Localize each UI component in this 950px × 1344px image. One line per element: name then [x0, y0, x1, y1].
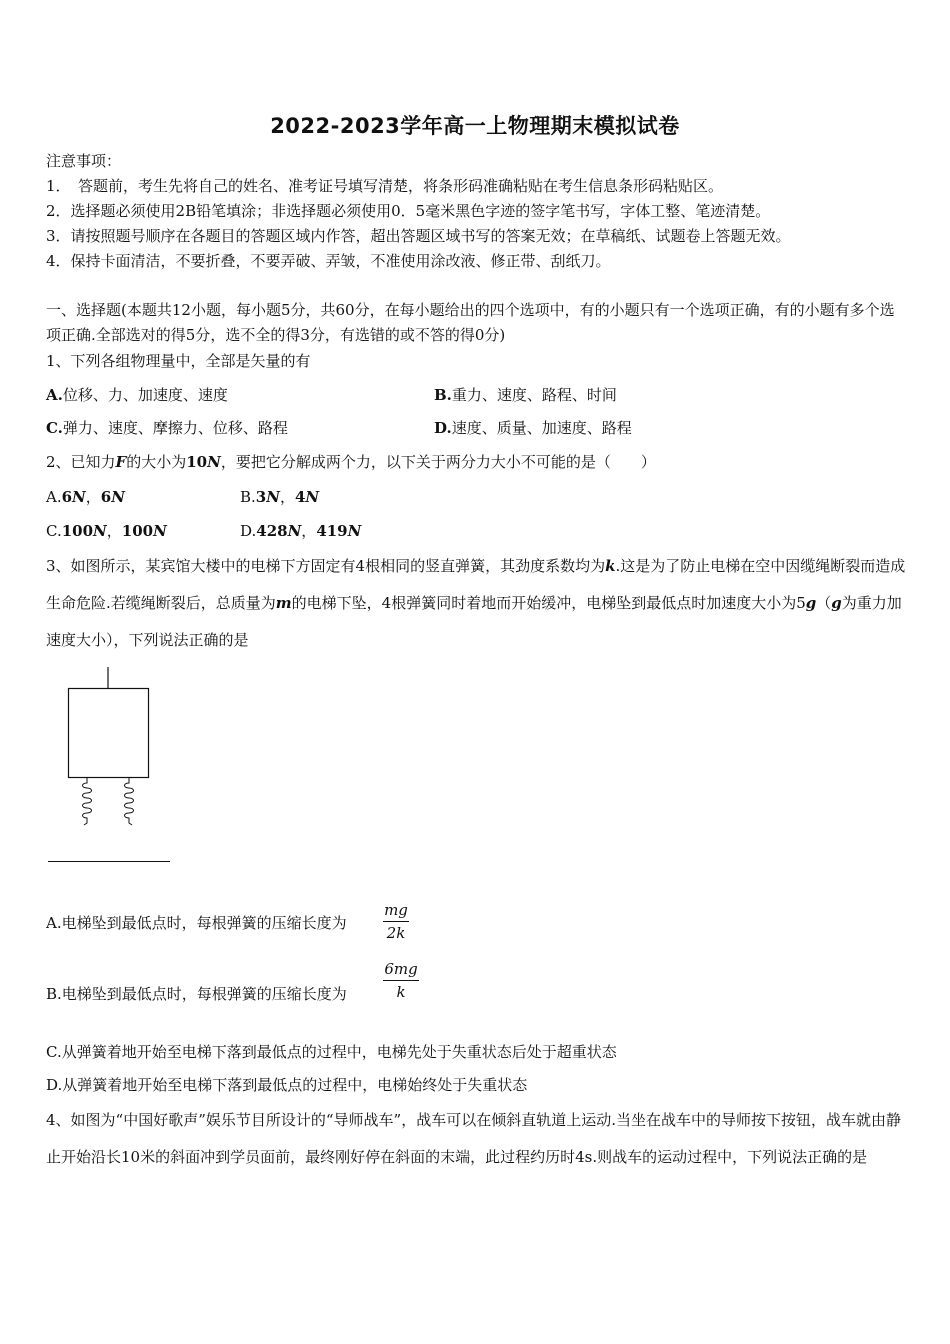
q1-option-c	[46, 417, 288, 439]
unit: N	[207, 453, 221, 471]
option-text: 速度、质量、加速度、路程	[451, 419, 632, 437]
force-value: 10	[186, 453, 208, 471]
question-2-stem	[46, 451, 656, 473]
q2-option-d	[240, 520, 361, 542]
option-letter: C.	[46, 419, 63, 437]
divider	[48, 861, 170, 862]
var-g: g	[805, 594, 817, 612]
value: 428	[256, 522, 288, 540]
unit: N	[347, 522, 362, 540]
fraction-bar	[383, 921, 409, 922]
spring-left	[83, 778, 92, 825]
denominator: 2k	[386, 924, 406, 942]
value: 6	[61, 488, 73, 506]
notice-item: 1． 答题前，考生先将自己的姓名、准考证号填写清楚，将条形码准确粘贴在考生信息条形码粘贴区。	[46, 177, 724, 195]
notice-item: 4．保持卡面清洁，不要折叠，不要弄破、弄皱，不准使用涂改液、修正带、刮纸刀。	[46, 252, 611, 270]
q1-option-d	[434, 417, 632, 439]
spring-right	[125, 778, 134, 825]
denominator: k	[396, 983, 406, 1001]
stem-text: 为重力加速度大小），下列说法正确的是	[46, 594, 902, 649]
value: 100	[121, 522, 154, 540]
fraction-a	[383, 900, 409, 943]
numerator: mg	[384, 901, 408, 919]
option-letter: D.	[434, 419, 452, 437]
stem-text: 3、如图所示，某宾馆大楼中的电梯下方固定有4根相同的竖直弹簧，其劲度系数均为	[46, 557, 606, 575]
option-letter: C.	[46, 522, 62, 540]
page-title: 2022-2023学年高一上物理期末模拟试卷	[270, 114, 680, 138]
numerator: 6mg	[384, 960, 418, 978]
q2-option-c	[46, 520, 167, 542]
unit: N	[153, 522, 167, 540]
option-letter: A.	[46, 488, 62, 506]
stem-text: 2、已知力	[46, 453, 116, 471]
question-3-stem	[46, 548, 908, 659]
question-4-stem: 4、如图为“中国好歌声”娱乐节目所设计的“导师战车”，战车可以在倾斜直轨道上运动.当坐在战车中的导师按下按钮，战车就由静止开始沿长10米的斜面冲到学员面前，最终刚好停在斜面的末端，此过程约历时4s.则战车的运动过程中，下列说法正确的是	[46, 1111, 901, 1166]
unit: N	[93, 522, 107, 540]
option-letter: A.	[46, 386, 63, 404]
q2-option-a	[46, 486, 125, 508]
q3-option-c: C.从弹簧着地开始至电梯下落到最低点的过程中，电梯先处于失重状态后处于超重状态	[46, 1043, 617, 1061]
sep: ，	[85, 488, 101, 506]
unit: N	[305, 488, 320, 506]
q3-option-a: A.电梯坠到最低点时，每根弹簧的压缩长度为	[46, 914, 347, 932]
option-letter: B.	[240, 488, 256, 506]
var-m: m	[275, 594, 292, 612]
notice-heading: 注意事项：	[46, 152, 122, 170]
notice-item: 3．请按照题号顺序在各题目的答题区域内作答，超出答题区域书写的答案无效；在草稿纸、试题卷上答题无效。	[46, 227, 791, 245]
unit: N	[111, 488, 125, 506]
q2-option-b	[240, 486, 319, 508]
stem-text: ，要把它分解成两个力，以下关于两分力大小不可能的是（ ）	[220, 453, 656, 471]
fraction-bar	[383, 980, 419, 981]
stem-text: .这是为了防止电梯在空中因缆绳断裂而造成生命危险.若缆绳断裂后，总质量为	[46, 557, 906, 612]
var-g: g	[831, 594, 842, 612]
q3-option-b: B.电梯坠到最低点时，每根弹簧的压缩长度为	[46, 985, 347, 1003]
sep: ，	[301, 522, 317, 540]
value: 419	[316, 522, 348, 540]
option-letter: D.	[240, 522, 257, 540]
option-text: 位移、力、加速度、速度	[62, 386, 228, 404]
q1-option-a	[46, 384, 228, 406]
value: 6	[100, 488, 112, 506]
unit: N	[72, 488, 86, 506]
sep: ，	[279, 488, 295, 506]
q1-option-b	[434, 384, 617, 406]
var-f: F	[115, 453, 127, 471]
unit: N	[287, 522, 302, 540]
section-header: 一、选择题(本题共12小题，每小题5分，共60分，在每小题给出的四个选项中，有的小题只有一个选项正确，有的小题有多个选项正确.全部选对的得5分，选不全的得3分，有选错的或不答的得0分)	[46, 301, 895, 344]
sep: ，	[106, 522, 122, 540]
q3-option-d: D.从弹簧着地开始至电梯下落到最低点的过程中，电梯始终处于失重状态	[46, 1076, 528, 1094]
stem-text: （	[816, 594, 832, 612]
option-text: 弹力、速度、摩擦力、位移、路程	[62, 419, 288, 437]
elevator-spring-figure	[60, 665, 160, 830]
var-k: k	[605, 557, 616, 575]
question-1-stem: 1、下列各组物理量中，全部是矢量的有	[46, 352, 311, 370]
value: 100	[61, 522, 94, 540]
notice-item: 2．选择题必须使用2B铅笔填涂；非选择题必须使用0．5毫米黑色字迹的签字笔书写，字体工整、笔迹清楚。	[46, 202, 771, 220]
value: 3	[255, 488, 267, 506]
stem-text: 的电梯下坠，4根弹簧同时着地而开始缓冲，电梯坠到最低点时加速度大小为5	[291, 594, 806, 612]
value: 4	[294, 488, 306, 506]
unit: N	[266, 488, 280, 506]
option-letter: B.	[434, 386, 452, 404]
stem-text: 的大小为	[126, 453, 187, 471]
fraction-b	[383, 959, 419, 1002]
option-text: 重力、速度、路程、时间	[451, 386, 617, 404]
